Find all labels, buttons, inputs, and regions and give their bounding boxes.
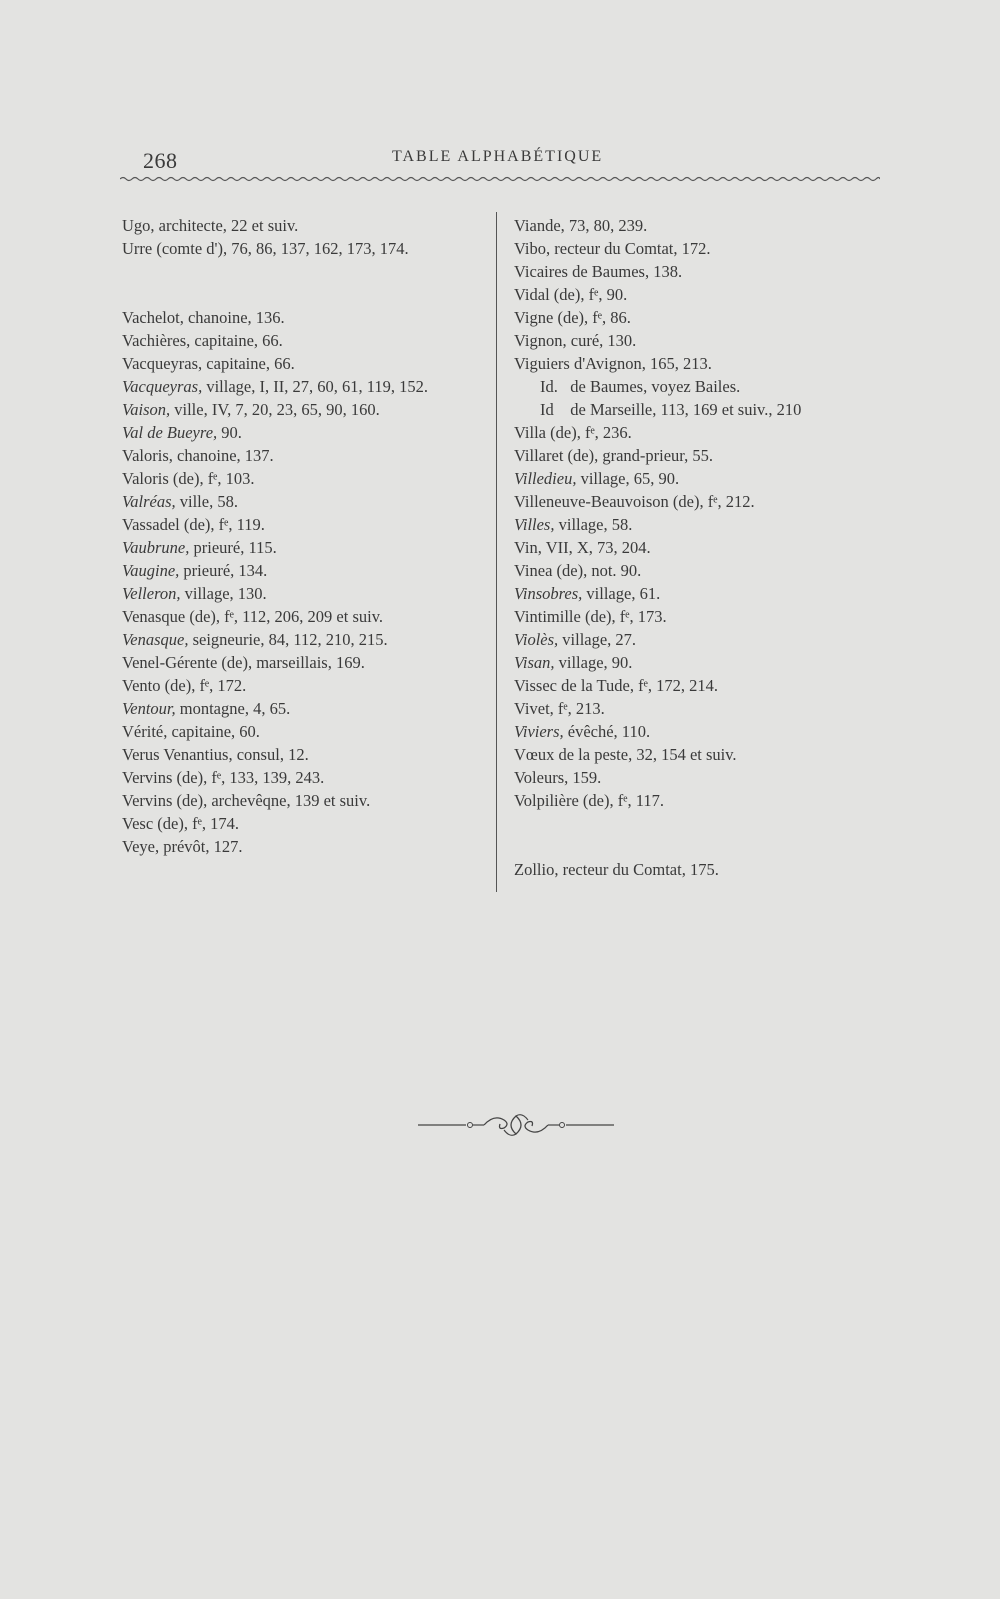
entry-references: , recteur du Comtat, 175. [554,860,719,879]
index-entry [122,398,487,421]
entry-references: seigneurie, 84, 112, 210, 215. [188,630,388,649]
entry-headword: Ventour, [122,699,176,718]
index-entry [122,720,487,743]
index-entry [514,421,874,444]
entry-references: prieuré, 134. [179,561,268,580]
entry-headword: Velleron, [122,584,181,603]
entry-headword: Ugo [122,216,151,235]
entry-headword: Volpilière (de) [514,791,610,810]
index-entry [122,582,487,605]
entry-references: de Marseille, 113, 169 et suiv., 210 [553,400,802,419]
entry-references: village, 90. [554,653,633,672]
index-entry [514,743,874,766]
entry-references: , fᵉ, 213. [549,699,605,718]
entry-references: , fᵉ, 172. [191,676,247,695]
entry-references: , fᵉ, 212. [699,492,755,511]
index-entry [122,237,487,260]
entry-references: montagne, 4, 65. [175,699,291,718]
entry-headword: Violès, [514,630,559,649]
entry-references: , chanoine, 137. [168,446,274,465]
entry-references: , capitaine, 66. [198,354,295,373]
entry-headword: Venasque, [122,630,189,649]
entry-headword: Id [540,400,554,419]
index-entry [122,352,487,375]
entry-headword: Valoris (de) [122,469,200,488]
entry-references: , fᵉ, 119. [210,515,265,534]
entry-references: , prévôt, 127. [154,837,243,856]
entry-headword: Zollio [514,860,555,879]
entry-headword: Vaugine, [122,561,180,580]
entry-references: , curé, 130. [562,331,637,350]
entry-headword: Venel-Gérente (de) [122,653,248,672]
index-entry [514,651,874,674]
entry-references: 90. [217,423,242,442]
index-entry [122,375,487,398]
entry-references: , fᵉ, 90. [580,285,628,304]
index-entry [122,812,487,835]
page-number: 268 [143,148,178,173]
end-ornament [418,1110,614,1140]
index-entry [122,490,487,513]
index-entry [122,444,487,467]
entry-headword: Visan, [514,653,555,672]
entry-headword: Venasque (de) [122,607,216,626]
index-entry [122,467,487,490]
index-entry [514,398,874,421]
entry-references: , recteur du Comtat, 172. [546,239,711,258]
running-title: TABLE ALPHABÉTIQUE [392,148,604,165]
entry-headword: Villaret (de) [514,446,595,465]
index-entry [514,789,874,812]
entry-headword: Vidal (de) [514,285,581,304]
entry-references: , chanoine, 136. [179,308,285,327]
entry-headword: Id. [540,377,558,396]
entry-headword: Valréas, [122,492,176,511]
index-entry [122,674,487,697]
index-entry [122,743,487,766]
index-entry [514,582,874,605]
entry-references: , fᵉ, 86. [584,308,631,327]
entry-references: , fᵉ, 103. [199,469,255,488]
entry-references: , 76, 86, 137, 162, 173, 174. [223,239,409,258]
entry-references: , marseillais, 169. [247,653,365,672]
entry-headword: Viviers, [514,722,564,741]
index-entry [122,559,487,582]
index-entry [514,329,874,352]
entry-references: , fᵉ, 173. [611,607,667,626]
entry-references: de Baumes, voyez Bailes. [557,377,741,396]
entry-headword: Vigne (de) [514,308,585,327]
entry-references: , 165, 213. [641,354,712,373]
entry-headword: Vivet [514,699,550,718]
entry-headword: Villa (de) [514,423,577,442]
entry-headword: Vervins (de) [122,768,204,787]
entry-headword: Vintimille (de) [514,607,612,626]
index-entry [514,260,874,283]
entry-references: évêché, 110. [563,722,651,741]
entry-references: village, 130. [180,584,267,603]
index-entry [514,444,874,467]
index-column-left [122,214,487,858]
entry-headword: Vinsobres, [514,584,583,603]
index-entry [122,697,487,720]
entry-references: , 73, 80, 239. [560,216,648,235]
entry-headword: Verus Venantius [122,745,229,764]
entry-headword: Vin [514,538,538,557]
index-entry [514,674,874,697]
index-entry [122,329,487,352]
entry-references: , archevêqne, 139 et suiv. [203,791,371,810]
entry-headword: Viande [514,216,561,235]
index-entry [514,375,874,398]
index-entry [122,306,487,329]
index-entry [514,628,874,651]
entry-references: village, I, II, 27, 60, 61, 119, 152. [202,377,428,396]
index-entry [514,858,874,881]
entry-references: village, 65, 90. [576,469,680,488]
entry-references: , fᵉ, 236. [576,423,632,442]
index-entry [122,835,487,858]
entry-references: , grand-prieur, 55. [594,446,714,465]
entry-references: ville, 58. [175,492,238,511]
entry-headword: Vacqueyras, [122,377,203,396]
index-entry [122,536,487,559]
entry-references: , not. 90. [583,561,642,580]
entry-headword: Veye [122,837,155,856]
index-entry [122,628,487,651]
entry-headword: Vacqueyras [122,354,199,373]
index-entry [514,214,874,237]
entry-references: , fᵉ, 172, 214. [629,676,718,695]
entry-references: , capitaine, 66. [186,331,283,350]
entry-references: , fᵉ, 174. [183,814,239,833]
entry-references: , consul, 12. [228,745,309,764]
index-entry [514,605,874,628]
entry-headword: Vinea (de) [514,561,584,580]
entry-references: , fᵉ, 112, 206, 209 et suiv. [215,607,384,626]
entry-headword: Vachelot [122,308,180,327]
index-entry [514,237,874,260]
entry-headword: Vibo [514,239,547,258]
index-entry [122,766,487,789]
index-entry [122,651,487,674]
entry-references: , capitaine, 60. [163,722,260,741]
entry-headword: Vignon [514,331,563,350]
entry-headword: Villes, [514,515,555,534]
entry-headword: Vachières [122,331,187,350]
entry-headword: Urre (comte d') [122,239,224,258]
entry-references: , architecte, 22 et suiv. [150,216,299,235]
entry-headword: Valoris [122,446,169,465]
index-entry [122,605,487,628]
entry-headword: Vervins (de) [122,791,204,810]
index-entry [514,559,874,582]
entry-headword: Viguiers d'Avignon [514,354,642,373]
index-entry [514,697,874,720]
entry-references: village, 27. [558,630,637,649]
entry-headword: Vœux de la peste [514,745,629,764]
index-entry [122,789,487,812]
entry-references: , fᵉ, 117. [609,791,664,810]
index-entry [122,421,487,444]
entry-references: ville, IV, 7, 20, 23, 65, 90, 160. [170,400,380,419]
entry-headword: Vassadel (de) [122,515,211,534]
index-column-right [514,214,874,881]
entry-headword: Vento (de) [122,676,192,695]
entry-references: , 32, 154 et suiv. [628,745,737,764]
entry-references: , 159. [564,768,602,787]
entry-headword: Vissec de la Tude [514,676,630,695]
index-entry [122,214,487,237]
entry-references: , VII, X, 73, 204. [537,538,651,557]
entry-references: prieuré, 115. [189,538,277,557]
column-divider [496,212,497,892]
entry-headword: Val de Bueyre, [122,423,218,442]
header-rule [120,174,880,184]
index-entry [514,467,874,490]
index-entry [514,306,874,329]
index-entry [122,513,487,536]
entry-headword: Vicaires de Baumes [514,262,645,281]
entry-references: , fᵉ, 133, 139, 243. [203,768,325,787]
entry-headword: Vaison, [122,400,171,419]
entry-headword: Vesc (de) [122,814,184,833]
index-entry [514,513,874,536]
entry-headword: Vaubrune, [122,538,190,557]
index-entry [514,536,874,559]
entry-references: , 138. [644,262,683,281]
entry-headword: Voleurs [514,768,565,787]
entry-headword: Villeneuve-Beauvoison (de) [514,492,700,511]
entry-references: village, 58. [554,515,633,534]
index-entry [514,283,874,306]
index-entry [514,352,874,375]
entry-headword: Villedieu, [514,469,577,488]
entry-references: village, 61. [582,584,661,603]
entry-headword: Vérité [122,722,164,741]
index-entry [514,490,874,513]
index-entry [514,766,874,789]
index-entry [514,720,874,743]
